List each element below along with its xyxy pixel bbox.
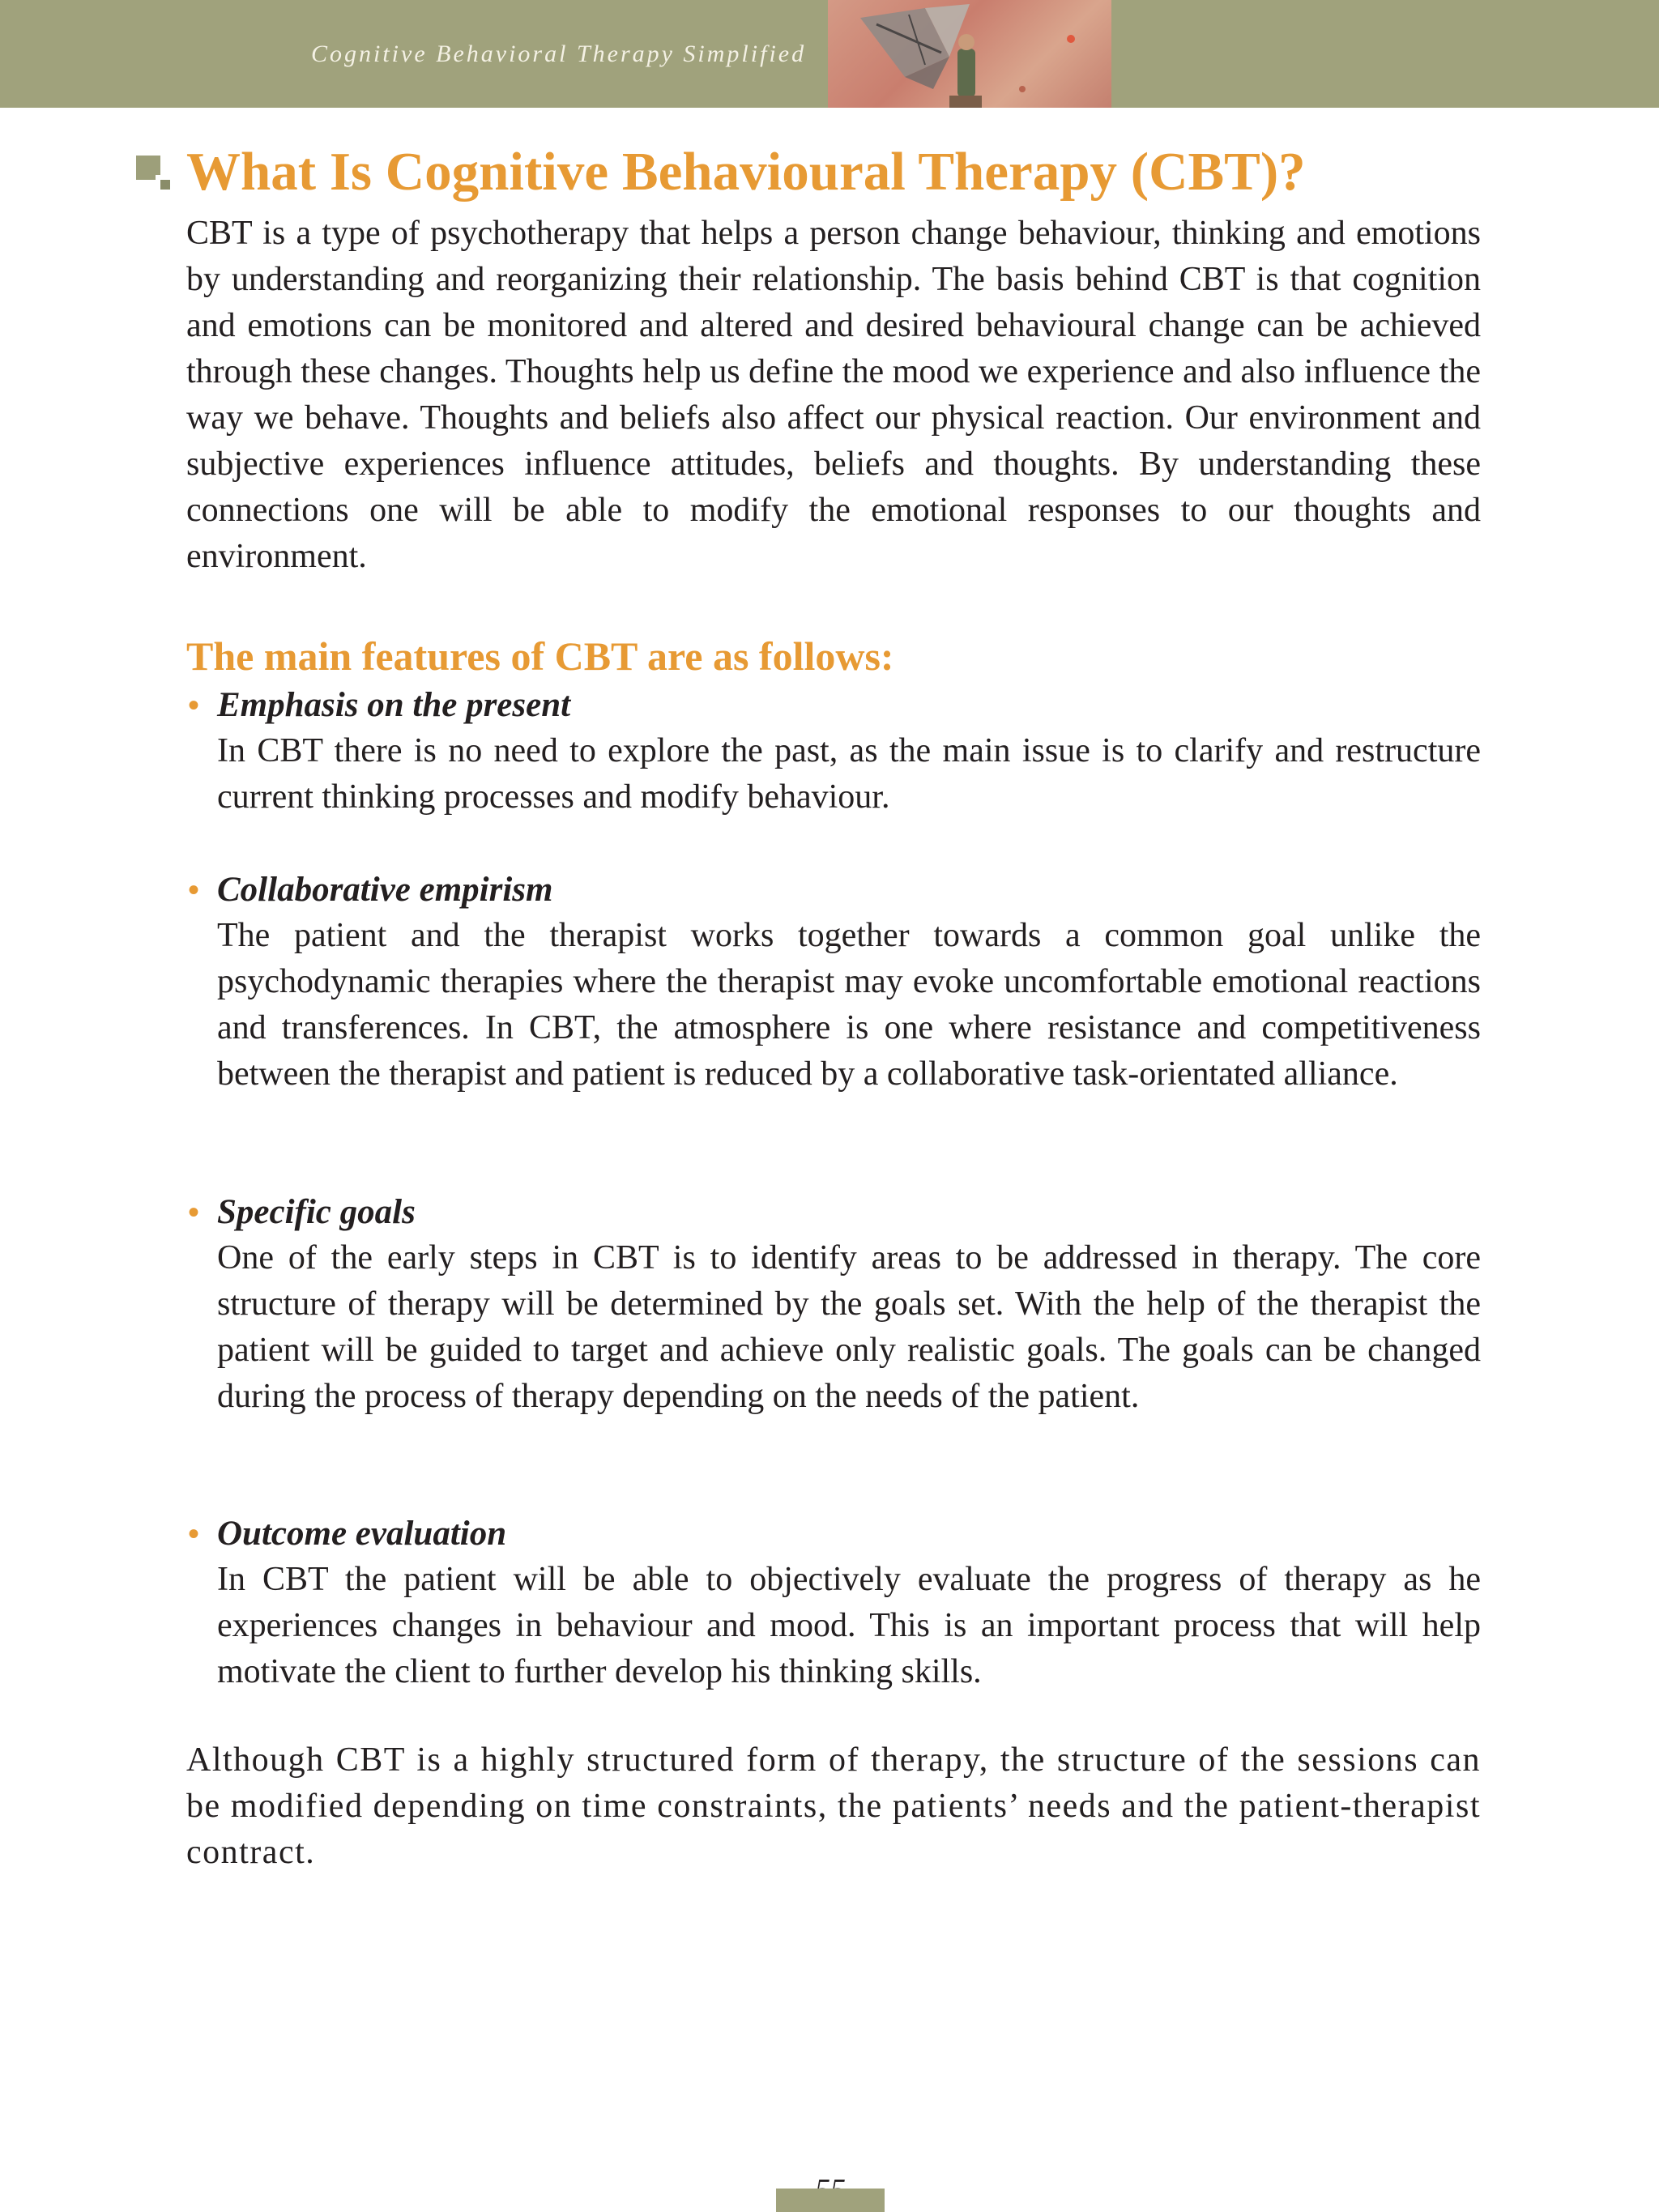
- bullet-icon: •: [188, 687, 200, 723]
- square-bullet-icon: [136, 156, 175, 191]
- feature-title: Outcome evaluation: [217, 1515, 507, 1553]
- feature-text: In CBT there is no need to explore the past, as the main issue is to clarify and restructure current thinking processes and modify behaviour.: [217, 732, 1481, 816]
- intro-paragraph: CBT is a type of psychotherapy that helps a person change behaviour, thinking and emotions by understanding and reorganizing their relationship. The basis behind CBT is that cognition and emotions can be monitored and altered and desired behavioural change can be achieved through these changes. Thoughts help us define the mood we experience and also influence the way we behave. Thoughts and beliefs also affect our physical reaction. Our environment and subjective experiences influence attitudes, beliefs and thoughts. By understanding these connections one will be able to modify the emotional responses to our thoughts and environment.: [186, 215, 1481, 575]
- bullet-icon: •: [188, 1515, 200, 1552]
- feature-title: Emphasis on the present: [217, 686, 571, 724]
- footer-tab: [776, 2189, 885, 2212]
- feature-item: [186, 1511, 1482, 1695]
- feature-item: [186, 682, 1482, 820]
- closing-paragraph: Although CBT is a highly structured form of therapy, the structure of the sessions can be modified depending on time constraints, the patients’ needs and the patient-therapist contract.: [186, 1741, 1481, 1871]
- bullet-icon: •: [188, 1194, 200, 1230]
- feature-text: The patient and the therapist works together towards a common goal unlike the psychodynamic therapies where the therapist may evoke uncomfortable emotional reactions and transferences. In CBT, the atmosphere is one where resistance and competitiveness between the therapist and patient is reduced by a collaborative task-orientated alliance.: [217, 917, 1481, 1093]
- feature-text: One of the early steps in CBT is to identify areas to be addressed in therapy. The core structure of therapy will be determined by the goals set. With the help of the therapist the patient will be guided to target and achieve only realistic goals. The goals can be changed during the process of therapy depending on the needs of the patient.: [217, 1239, 1481, 1415]
- butterfly-illustration: [828, 0, 1111, 108]
- feature-item: [186, 867, 1482, 1097]
- running-title: Cognitive Behavioral Therapy Simplified: [311, 40, 807, 67]
- bullet-icon: •: [188, 872, 200, 908]
- features-heading: The main features of CBT are as follows:: [186, 633, 894, 679]
- feature-title: Specific goals: [217, 1193, 416, 1231]
- feature-text: In CBT the patient will be able to objectively evaluate the progress of therapy as he experiences changes in behaviour and mood. This is an important process that will help motivate the client to further develop his thinking skills.: [217, 1561, 1481, 1690]
- page-title: What Is Cognitive Behavioural Therapy (CBT)?: [186, 142, 1306, 202]
- header-band: [0, 0, 1659, 108]
- feature-title: Collaborative empirism: [217, 871, 553, 909]
- feature-item: [186, 1189, 1482, 1420]
